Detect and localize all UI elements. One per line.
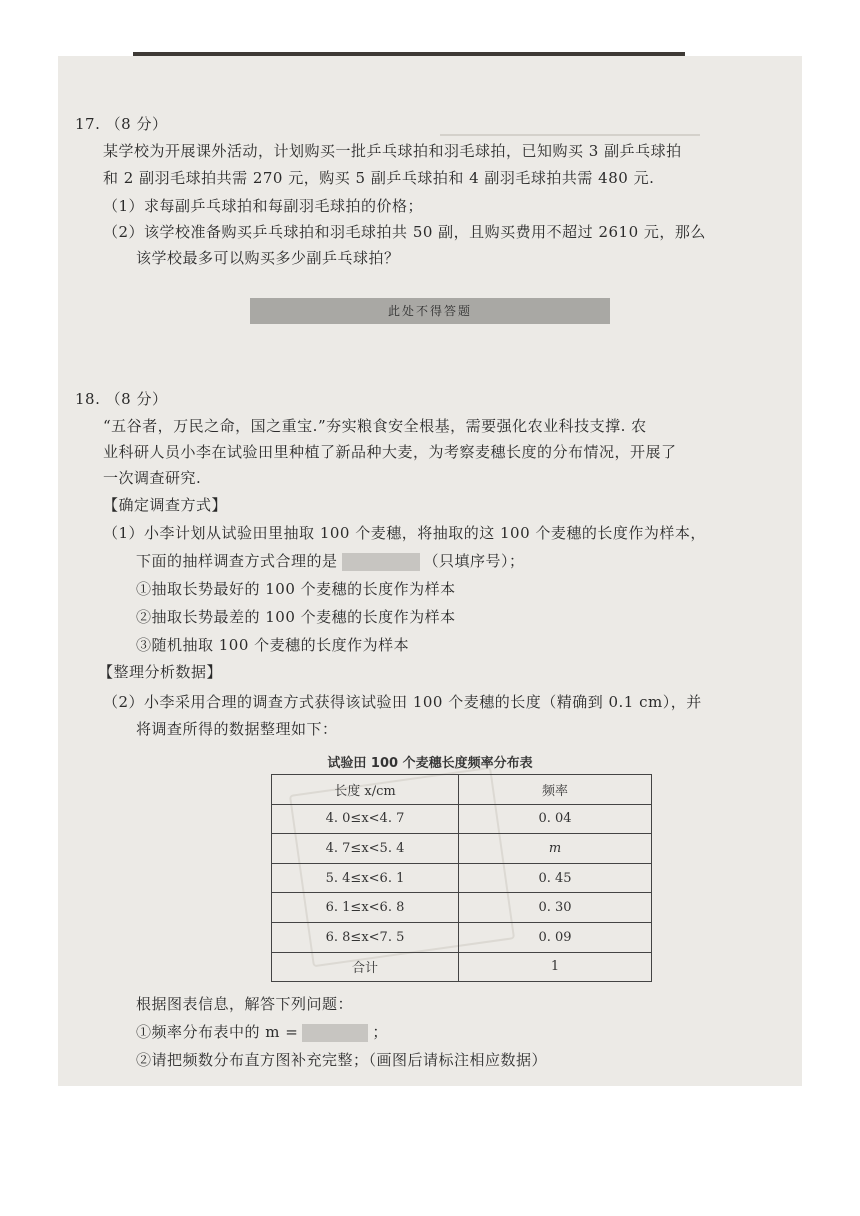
frequency-table bbox=[271, 774, 652, 982]
table-cell-total: 1 bbox=[459, 952, 652, 982]
question-points: （8 分） bbox=[105, 115, 168, 133]
section-heading: 【整理分析数据】 bbox=[98, 663, 223, 681]
instructions-text: 根据图表信息，解答下列问题： bbox=[136, 995, 354, 1013]
question-18-intro-line: “五谷者，万民之命，国之重宝.”夯实粮食安全根基，需要强化农业科技支撑. 农 bbox=[103, 417, 647, 435]
question-18-intro-line: 业科研人员小李在试验田里种植了新品种大麦，为考察麦穗长度的分布情况，开展了 bbox=[103, 443, 677, 461]
question-18-part-1-cont bbox=[136, 551, 525, 571]
table-cell-range: 4. 7≤x<5. 4 bbox=[272, 834, 459, 864]
option-3: ③随机抽取 100 个麦穗的长度作为样本 bbox=[136, 636, 410, 654]
table-row bbox=[272, 922, 652, 952]
table-cell-total-label: 合计 bbox=[272, 952, 459, 982]
question-17-part-2-cont: 该学校最多可以购买多少副乒乓球拍？ bbox=[136, 249, 400, 267]
question-text: ； bbox=[372, 1023, 388, 1041]
table-cell-frequency: 0. 45 bbox=[459, 863, 652, 893]
answer-blank-redacted bbox=[342, 553, 420, 571]
question-18-part-2: （2）小李采用合理的调查方式获得该试验田 100 个麦穗的长度（精确到 0.1 cm），并 bbox=[103, 693, 702, 711]
question-18-part-1: （1）小李计划从试验田里抽取 100 个麦穗，将抽取的这 100 个麦穗的长度作为样本， bbox=[103, 524, 706, 542]
question-17-part-2: （2）该学校准备购买乒乓球拍和羽毛球拍共 50 副，且购买费用不超过 2610 元，那么 bbox=[103, 223, 706, 241]
question-18-part-2-cont: 将调查所得的数据整理如下： bbox=[136, 720, 338, 738]
table-row bbox=[272, 893, 652, 923]
table-cell-frequency: 0. 09 bbox=[459, 922, 652, 952]
question-number: 17. bbox=[75, 115, 101, 133]
option-2: ②抽取长势最差的 100 个麦穗的长度作为样本 bbox=[136, 608, 456, 626]
question-text: 下面的抽样调查方式合理的是 bbox=[136, 552, 338, 570]
table-row bbox=[272, 863, 652, 893]
option-1: ①抽取长势最好的 100 个麦穗的长度作为样本 bbox=[136, 580, 456, 598]
section-heading: 【确定调查方式】 bbox=[103, 496, 228, 514]
question-17-part-1: （1）求每副乒乓球拍和每副羽毛球拍的价格； bbox=[103, 197, 424, 215]
table-header-cell: 长度 x/cm bbox=[272, 775, 459, 805]
table-cell-frequency: m bbox=[459, 834, 652, 864]
answer-blank-redacted bbox=[302, 1024, 368, 1042]
sub-question-m bbox=[136, 1022, 388, 1042]
table-title: 试验田 100 个麦穗长度频率分布表 bbox=[327, 756, 533, 771]
question-18-intro-line: 一次调查研究. bbox=[103, 469, 202, 487]
table-row bbox=[272, 804, 652, 834]
table-cell-range: 6. 1≤x<6. 8 bbox=[272, 893, 459, 923]
no-answer-banner: 此处不得答题 bbox=[250, 298, 610, 324]
table-cell-range: 6. 8≤x<7. 5 bbox=[272, 922, 459, 952]
table-cell-range: 4. 0≤x<4. 7 bbox=[272, 804, 459, 834]
question-18-header bbox=[75, 389, 167, 409]
question-17-header bbox=[75, 114, 167, 134]
sub-question-histogram: ②请把频数分布直方图补充完整；（画图后请标注相应数据） bbox=[136, 1051, 548, 1069]
question-17-text-line: 和 2 副羽毛球拍共需 270 元，购买 5 副乒乓球拍和 4 副羽毛球拍共需 480 元. bbox=[103, 169, 655, 187]
question-text: ①频率分布表中的 m = bbox=[136, 1023, 299, 1041]
table-total-row bbox=[272, 952, 652, 982]
question-points: （8 分） bbox=[105, 390, 168, 408]
table-header-row bbox=[272, 775, 652, 805]
bleed-through-shadow bbox=[440, 112, 700, 136]
table-row bbox=[272, 834, 652, 864]
table-cell-frequency: 0. 04 bbox=[459, 804, 652, 834]
question-17-text-line: 某学校为开展课外活动，计划购买一批乒乓球拍和羽毛球拍，已知购买 3 副乒乓球拍 bbox=[103, 142, 682, 160]
table-header-cell: 频率 bbox=[459, 775, 652, 805]
table-cell-range: 5. 4≤x<6. 1 bbox=[272, 863, 459, 893]
table-cell-frequency: 0. 30 bbox=[459, 893, 652, 923]
question-text: （只填序号）； bbox=[423, 552, 525, 570]
question-number: 18. bbox=[75, 390, 101, 408]
